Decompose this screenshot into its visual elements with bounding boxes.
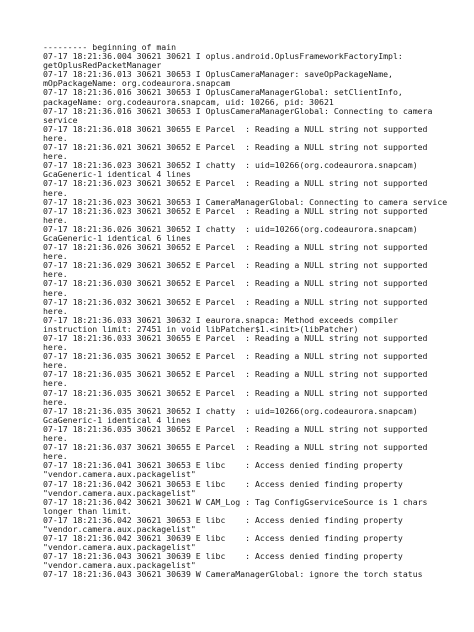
log-line: GcaGeneric-1 identical 6 lines <box>43 232 191 243</box>
log-line: 07-17 18:21:36.042 30621 30653 E libc : Access denied finding property <box>43 514 403 525</box>
log-line: 07-17 18:21:36.026 30621 30652 E Parcel : Reading a NULL string not supported <box>43 242 428 253</box>
log-line: 07-17 18:21:36.041 30621 30653 E libc : Access denied finding property <box>43 460 403 471</box>
log-line: mOpPackageName: org.codeaurora.snapcam <box>43 78 231 89</box>
log-line: GcaGeneric-1 identical 4 lines <box>43 169 191 180</box>
log-line: here. <box>43 132 68 143</box>
log-line: 07-17 18:21:36.035 30621 30652 I chatty : uid=10266(org.codeaurora.snapcam) <box>43 405 418 416</box>
log-document <box>43 42 448 580</box>
log-line: 07-17 18:21:36.042 30621 30621 W CAM_Log : Tag ConfigGserviceSource is 1 chars <box>43 496 428 507</box>
log-line: 07-17 18:21:36.042 30621 30639 E libc : Access denied finding property <box>43 533 403 544</box>
log-line: 07-17 18:21:36.023 30621 30652 E Parcel : Reading a NULL string not supported <box>43 205 428 216</box>
log-line: here. <box>43 342 68 353</box>
log-line: 07-17 18:21:36.030 30621 30652 E Parcel : Reading a NULL string not supported <box>43 278 428 289</box>
log-line: 07-17 18:21:36.023 30621 30652 I chatty : uid=10266(org.codeaurora.snapcam) <box>43 160 418 171</box>
log-line: here. <box>43 269 68 280</box>
log-line: service <box>43 114 78 125</box>
log-line: 07-17 18:21:36.026 30621 30652 I chatty : uid=10266(org.codeaurora.snapcam) <box>43 223 418 234</box>
log-line: "vendor.camera.aux.packagelist" <box>43 542 196 553</box>
log-line: here. <box>43 287 68 298</box>
log-line: 07-17 18:21:36.023 30621 30653 I CameraManagerGlobal: Connecting to camera service <box>43 196 448 207</box>
log-line: here. <box>43 151 68 162</box>
log-line: longer than limit. <box>43 505 132 516</box>
log-line: 07-17 18:21:36.033 30621 30632 I eaurora.snapca: Method exceeds compiler <box>43 314 398 325</box>
log-line: here. <box>43 451 68 462</box>
log-line: 07-17 18:21:36.033 30621 30655 E Parcel : Reading a NULL string not supported <box>43 333 428 343</box>
log-line: 07-17 18:21:36.037 30621 30655 E Parcel : Reading a NULL string not supported <box>43 442 428 453</box>
log-line: 07-17 18:21:36.032 30621 30652 E Parcel : Reading a NULL string not supported <box>43 296 428 307</box>
log-line: 07-17 18:21:36.029 30621 30652 E Parcel : Reading a NULL string not supported <box>43 260 428 271</box>
log-line: 07-17 18:21:36.016 30621 30653 I OplusCameraManagerGlobal: Connecting to camera <box>43 105 433 116</box>
log-line: 07-17 18:21:36.023 30621 30652 E Parcel : Reading a NULL string not supported <box>43 178 428 189</box>
log-line: here. <box>43 378 68 389</box>
log-line: "vendor.camera.aux.packagelist" <box>43 487 196 498</box>
log-line: here. <box>43 214 68 225</box>
log-line: instruction limit: 27451 in void libPatcher$1.<init>(libPatcher) <box>43 323 359 334</box>
log-line: 07-17 18:21:36.042 30621 30653 E libc : Access denied finding property <box>43 478 403 489</box>
log-line: here. <box>43 360 68 371</box>
log-line: 07-17 18:21:36.035 30621 30652 E Parcel : Reading a NULL string not supported <box>43 423 428 434</box>
log-line: packageName: org.codeaurora.snapcam, uid: 10266, pid: 30621 <box>43 96 334 107</box>
log-line: 07-17 18:21:36.016 30621 30653 I OplusCameraManagerGlobal: setClientInfo, <box>43 87 403 98</box>
log-line: 07-17 18:21:36.013 30621 30653 I OplusCameraManager: saveOpPackageName, <box>43 69 393 80</box>
log-line: here. <box>43 187 68 198</box>
log-line: GcaGeneric-1 identical 4 lines <box>43 414 191 425</box>
log-line: here. <box>43 396 68 407</box>
log-line: here. <box>43 305 68 316</box>
log-line: here. <box>43 433 68 444</box>
log-line: here. <box>43 251 68 262</box>
log-line: 07-17 18:21:36.035 30621 30652 E Parcel : Reading a NULL string not supported <box>43 387 428 398</box>
log-line: 07-17 18:21:36.043 30621 30639 E libc : Access denied finding property <box>43 551 403 562</box>
log-line: 07-17 18:21:36.021 30621 30652 E Parcel : Reading a NULL string not supported <box>43 142 428 153</box>
log-line: 07-17 18:21:36.035 30621 30652 E Parcel : Reading a NULL string not supported <box>43 369 428 380</box>
log-line: 07-17 18:21:36.018 30621 30655 E Parcel : Reading a NULL string not supported <box>43 123 428 134</box>
log-line: "vendor.camera.aux.packagelist" <box>43 523 196 534</box>
log-line: 07-17 18:21:36.035 30621 30652 E Parcel : Reading a NULL string not supported <box>43 351 428 362</box>
log-line: --------- beginning of main <box>43 42 177 52</box>
log-line: getOplusRedPacketManager <box>43 60 162 71</box>
log-line: "vendor.camera.aux.packagelist" <box>43 560 196 571</box>
log-line: "vendor.camera.aux.packagelist" <box>43 469 196 480</box>
log-line: 07-17 18:21:36.004 30621 30621 I oplus.android.OplusFrameworkFactoryImpl: <box>43 51 403 62</box>
log-line: 07-17 18:21:36.043 30621 30639 W CameraManagerGlobal: ignore the torch status <box>43 569 423 580</box>
